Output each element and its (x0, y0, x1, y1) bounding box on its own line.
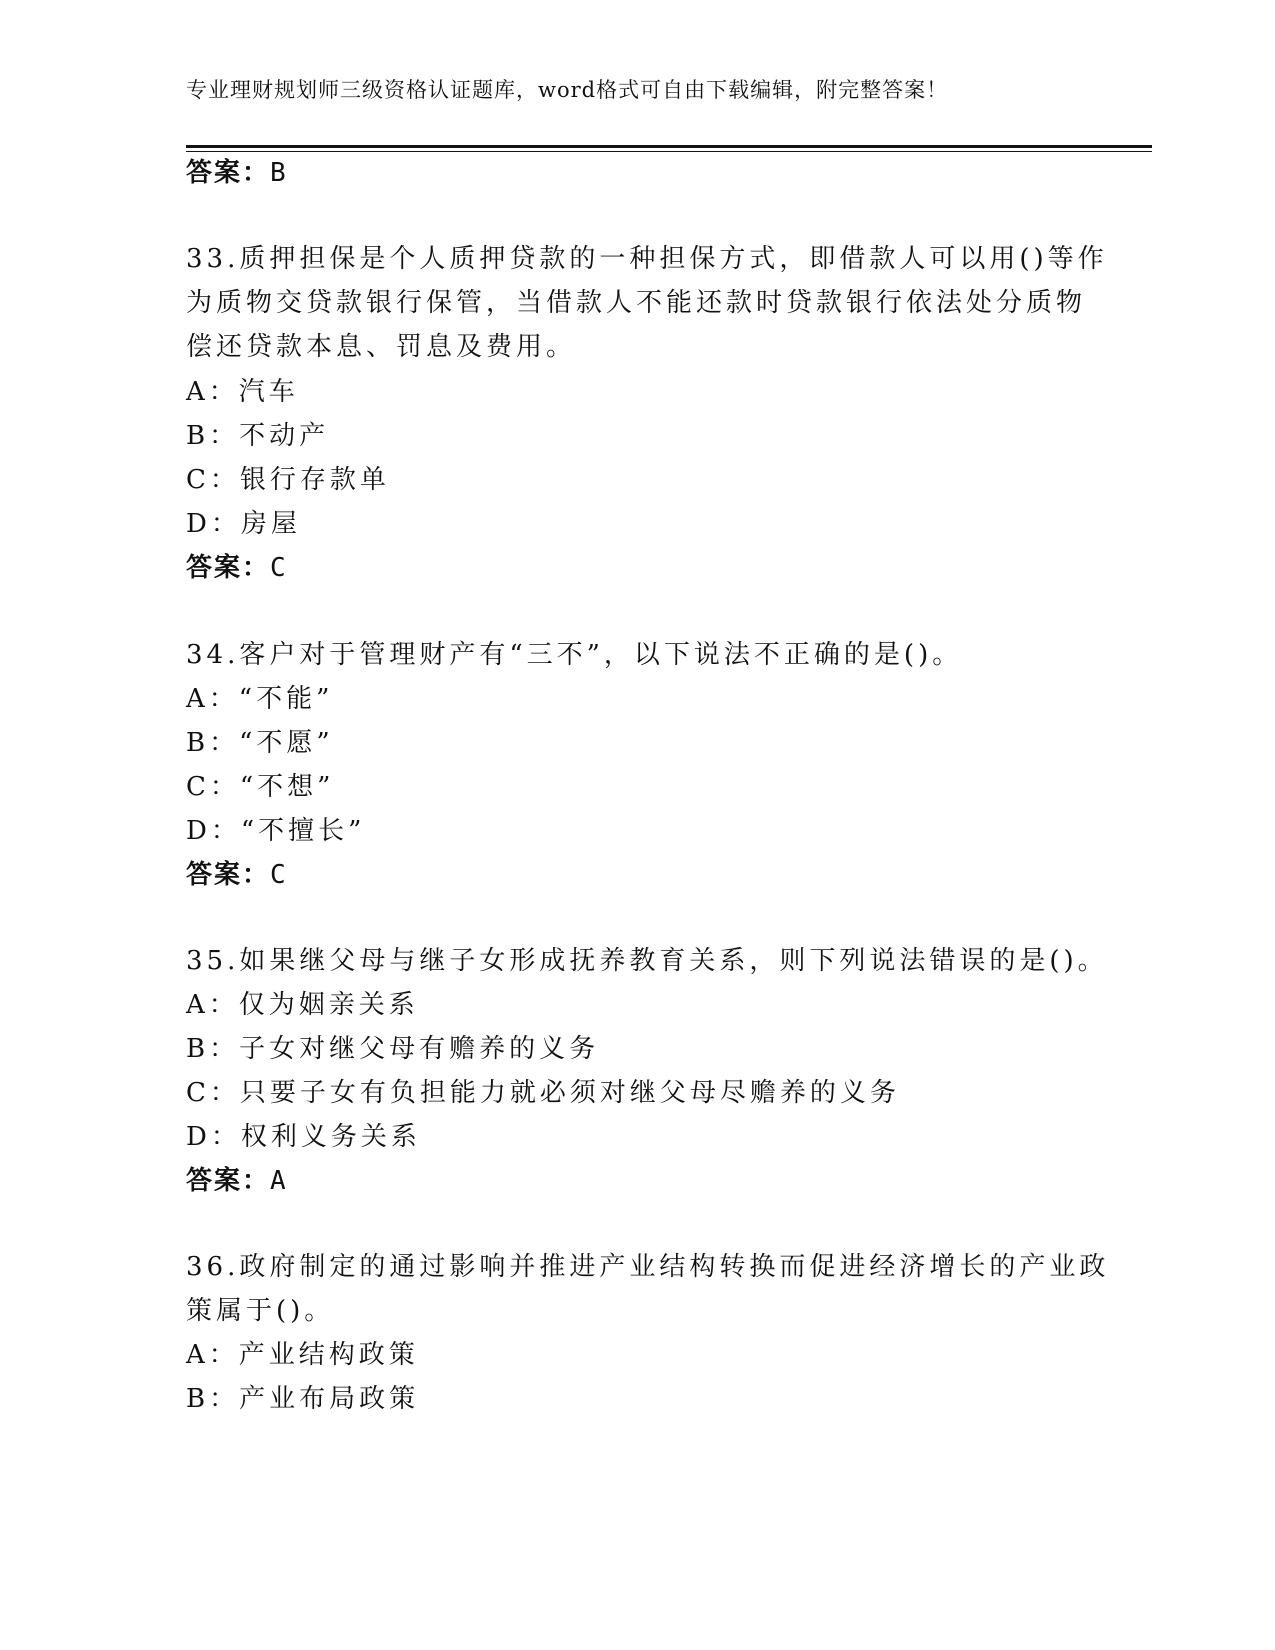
answer-value: C (270, 860, 288, 890)
answer-value: A (270, 1166, 288, 1196)
question-36-option-b: B：产业布局政策 (186, 1384, 420, 1414)
question-35-option-a: A：仅为姻亲关系 (186, 990, 419, 1020)
question-34-option-d: D：“不擅长” (186, 816, 366, 846)
question-33-option-b: B：不动产 (186, 421, 330, 451)
question-33-stem-line-1: 33.质押担保是个人质押贷款的一种担保方式，即借款人可以用()等作 (186, 244, 1108, 274)
question-34-option-b: B：“不愿” (186, 728, 334, 758)
question-34-stem-line-1: 34.客户对于管理财产有“三不”，以下说法不正确的是()。 (186, 640, 963, 670)
question-36-stem-line-2: 策属于()。 (186, 1296, 335, 1326)
question-34-option-c: C：“不想” (186, 772, 335, 802)
question-35-option-b: B：子女对继父母有赡养的义务 (186, 1034, 600, 1064)
header-rule-thin (186, 151, 1152, 152)
question-33-stem-line-3: 偿还贷款本息、罚息及费用。 (186, 332, 577, 362)
question-35-stem-line-1: 35.如果继父母与继子女形成抚养教育关系，则下列说法错误的是()。 (186, 946, 1108, 976)
answer-label: 答案： (186, 860, 271, 890)
answer-line-33 (186, 553, 288, 583)
answer-label: 答案： (186, 158, 271, 188)
question-34-option-a: A：“不能” (186, 684, 334, 714)
question-35-option-c: C：只要子女有负担能力就必须对继父母尽赡养的义务 (186, 1078, 900, 1108)
question-35-option-d: D：权利义务关系 (186, 1122, 421, 1152)
answer-value: C (270, 553, 288, 583)
question-33-option-a: A：汽车 (186, 377, 299, 407)
answer-line-32 (186, 158, 288, 188)
answer-line-34 (186, 860, 288, 890)
question-33-stem-line-2: 为质物交贷款银行保管，当借款人不能还款时贷款银行依法处分质物 (186, 288, 1087, 318)
question-36-option-a: A：产业结构政策 (186, 1340, 419, 1370)
answer-label: 答案： (186, 553, 271, 583)
question-33-option-d: D：房屋 (186, 509, 301, 539)
page-header: 专业理财规划师三级资格认证题库，word格式可自由下载编辑，附完整答案！ (186, 78, 949, 102)
answer-label: 答案： (186, 1166, 271, 1196)
answer-value: B (270, 158, 288, 188)
question-33-option-c: C：银行存款单 (186, 465, 390, 495)
header-rule-thick (186, 145, 1152, 148)
answer-line-35 (186, 1166, 288, 1196)
question-36-stem-line-1: 36.政府制定的通过影响并推进产业结构转换而促进经济增长的产业政 (186, 1252, 1110, 1282)
